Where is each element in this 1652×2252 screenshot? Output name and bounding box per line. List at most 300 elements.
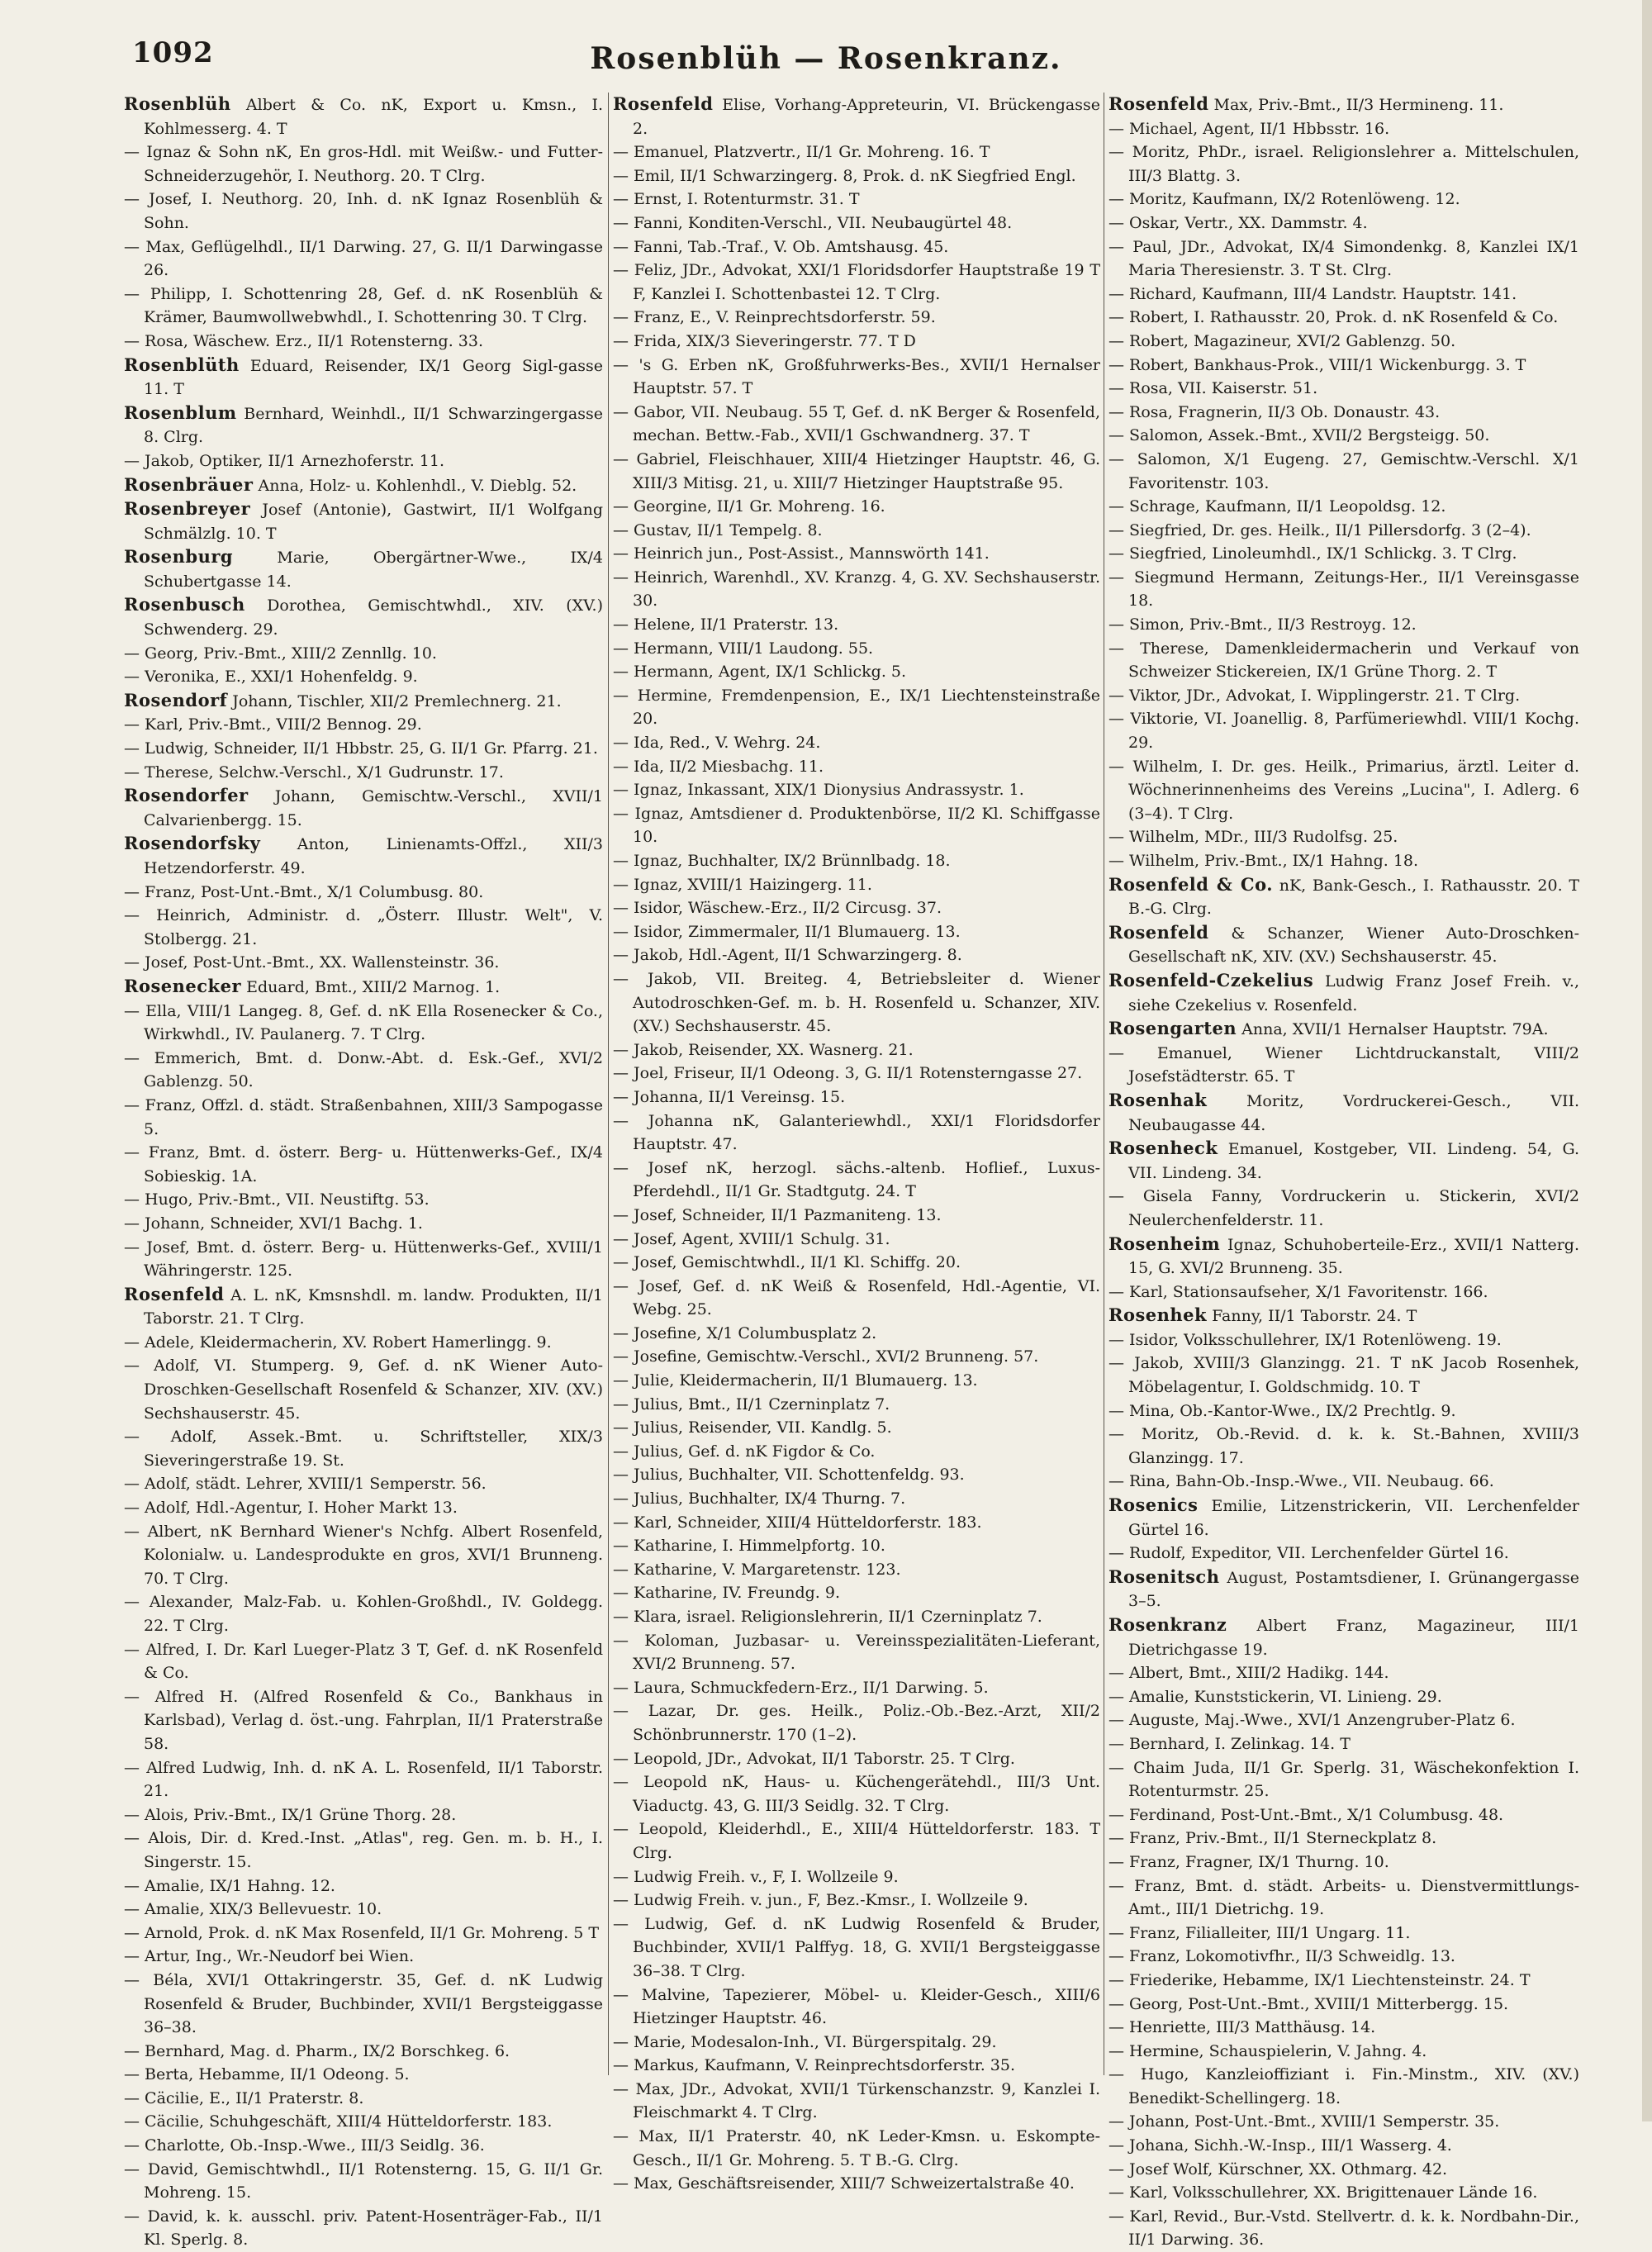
entry-text: — Viktor, JDr., Advokat, I. Wipplingerstr. 21. T Clrg.: [1108, 686, 1521, 705]
directory-entry: [124, 1283, 603, 1331]
directory-entry: [124, 713, 603, 737]
directory-entry: [1108, 1089, 1579, 1137]
surname-heading: Rosenheck: [1108, 1138, 1218, 1159]
entry-text: — Fanni, Konditen-Verschl., VII. Neubaugürtel 48.: [613, 213, 1013, 232]
directory-entry: [1108, 921, 1579, 969]
entry-text: Eduard, Reisender, IX/1 Georg Sigl-gasse 11. T: [144, 356, 603, 399]
directory-entry: [613, 1393, 1100, 1417]
surname-heading: Rosenfeld: [1108, 921, 1209, 943]
directory-entry: [1108, 2063, 1579, 2110]
directory-entry: [124, 1685, 603, 1756]
entry-text: Albert & Co. nK, Export u. Kmsn., I. Kohlmesserg. 4. T: [144, 96, 603, 138]
entry-text: — Johana, Sichh.-W.-Insp., III/1 Wasserg. 4.: [1108, 2136, 1452, 2155]
directory-entry: [613, 330, 1100, 354]
entry-text: — Rina, Bahn-Ob.-Insp.-Wwe., VII. Neubaug. 66.: [1108, 1472, 1494, 1491]
directory-entry: [613, 1038, 1100, 1062]
directory-entry: [124, 1945, 603, 1969]
directory-entry: [613, 1463, 1100, 1487]
directory-entry: [613, 448, 1100, 495]
entry-text: — Karl, Volksschullehrer, XX. Brigittenauer Lände 16.: [1108, 2183, 1538, 2202]
directory-entry: [613, 1770, 1100, 1817]
directory-entry: [1108, 283, 1579, 306]
directory-entry: [1108, 707, 1579, 754]
directory-entry: [613, 1912, 1100, 1984]
entry-text: — Josef nK, herzogl. sächs.-altenb. Hoflief., Luxus-Pferdehdl., II/1 Gr. Stadtgutg. 24. T: [613, 1158, 1100, 1201]
entry-text: — Jakob, Reisender, XX. Wasnerg. 21.: [613, 1040, 914, 1059]
entry-text: — Ella, VIII/1 Langeg. 8, Gef. d. nK Ella Rosenecker & Co., Wirkwhdl., IV. Paulanerg. 7. T Clrg.: [124, 1001, 603, 1044]
entry-text: — Philipp, I. Schottenring 28, Gef. d. nK Rosenblüh & Krämer, Baumwollwebwhdl., I. Schottenring 30. T Clrg.: [124, 284, 603, 327]
entry-text: — Markus, Kaufmann, V. Reinprechtsdorferstr. 35.: [613, 2056, 1015, 2075]
surname-heading: Rosenbusch: [124, 594, 245, 615]
entry-text: — Robert, I. Rathausstr. 20, Prok. d. nK Rosenfeld & Co.: [1108, 308, 1559, 327]
entry-text: — Josef, Gemischtwhdl., II/1 Kl. Schiffg. 20.: [613, 1253, 961, 1272]
entry-text: — Josef, I. Neuthorg. 20, Inh. d. nK Ignaz Rosenblüh & Sohn.: [124, 190, 603, 232]
surname-heading: Rosenics: [1108, 1494, 1199, 1516]
directory-entry: [1108, 1233, 1579, 1280]
entry-text: — Georg, Post-Unt.-Bmt., XVIII/1 Mitterbergg. 15.: [1108, 1994, 1509, 2013]
directory-entry: [1108, 566, 1579, 613]
entry-text: — Bernhard, I. Zelinkag. 14. T: [1108, 1734, 1351, 1753]
entry-text: — Arnold, Prok. d. nK Max Rosenfeld, II/1 Gr. Mohreng. 5 T: [124, 1923, 600, 1942]
directory-entry: [613, 873, 1100, 897]
directory-entry: [1108, 1304, 1579, 1328]
directory-entry: [1108, 1328, 1579, 1352]
entry-text: — Max, II/1 Praterstr. 40, nK Leder-Kmsn. u. Eskompte-Gesch., II/1 Gr. Mohreng. 5. T B.-G. Clrg.: [613, 2127, 1100, 2169]
entry-text: Johann, Gemischtw.-Verschl., XVII/1 Calvarienbergg. 15.: [144, 787, 603, 829]
entry-text: — Julius, Gef. d. nK Figdor & Co.: [613, 1442, 876, 1461]
directory-entry: [124, 1874, 603, 1898]
entry-text: August, Postamtsdiener, I. Grünangergasse 3–5.: [1128, 1568, 1579, 1611]
directory-entry: [1108, 2110, 1579, 2134]
directory-entry: [613, 1629, 1100, 1676]
directory-entry: [124, 2205, 603, 2252]
directory-entry: [1108, 188, 1579, 211]
entry-text: — Therese, Damenkleidermacherin und Verkauf von Schweizer Stickereien, IX/1 Grüne Thorg. 2. T: [1108, 639, 1579, 682]
directory-entry: [613, 1747, 1100, 1771]
surname-heading: Rosendorf: [124, 689, 228, 710]
directory-entry: [1108, 637, 1579, 684]
entry-text: — Berta, Hebamme, II/1 Odeong. 5.: [124, 2065, 410, 2084]
entry-text: — Joel, Friseur, II/1 Odeong. 3, G. II/1 Rotensterngasse 27.: [613, 1064, 1083, 1083]
entry-text: — Karl, Priv.-Bmt., VIII/2 Bennog. 29.: [124, 715, 422, 734]
directory-entry: [1108, 519, 1579, 543]
directory-entry: [1108, 2205, 1579, 2252]
entry-text: — Salomon, X/1 Eugeng. 27, Gemischtw.-Verschl. X/1 Favoritenstr. 103.: [1108, 449, 1579, 492]
entry-text: — Josef Wolf, Kürschner, XX. Othmarg. 42.: [1108, 2159, 1448, 2178]
surname-heading: Rosendorfsky: [124, 833, 261, 854]
directory-entry: [124, 1922, 603, 1946]
entry-text: — Gustav, II/1 Tempelg. 8.: [613, 520, 823, 539]
directory-entry: [1108, 1399, 1579, 1423]
entry-text: — Julie, Kleidermacherin, II/1 Blumauerg. 13.: [613, 1371, 978, 1390]
entry-text: — Hermine, Fremdenpension, E., IX/1 Liechtensteinstraße 20.: [613, 686, 1100, 729]
entry-text: Fanny, II/1 Taborstr. 24. T: [1207, 1307, 1417, 1326]
directory-entry: [1108, 1708, 1579, 1732]
directory-entry: [1108, 1969, 1579, 1993]
entry-text: — Artur, Ing., Wr.-Neudorf bei Wien.: [124, 1947, 415, 1966]
directory-entry: [613, 802, 1100, 849]
directory-entry: [1108, 2134, 1579, 2158]
directory-entry: [613, 1440, 1100, 1464]
directory-entry: [124, 235, 603, 283]
directory-entry: [1108, 117, 1579, 141]
directory-entry: [1108, 2181, 1579, 2205]
entry-text: — Alfred H. (Alfred Rosenfeld & Co., Bankhaus in Karlsbad), Verlag d. öst.-ung. Fahrplan, II/1 Praterstraße 58.: [124, 1687, 603, 1753]
directory-entry: [1108, 1494, 1579, 1542]
entry-text: — Ignaz, Amtsdiener d. Produktenbörse, II/2 Kl. Schiffgasse 10.: [613, 804, 1100, 847]
entry-text: — Amalie, IX/1 Hahng. 12.: [124, 1876, 335, 1895]
entry-text: — Jakob, XVIII/3 Glanzingg. 21. T nK Jacob Rosenhek, Möbelagentur, I. Goldschmidg. 10. T: [1108, 1354, 1579, 1397]
entry-text: — Malvine, Tapezierer, Möbel- u. Kleider-Gesch., XIII/6 Hietzinger Hauptstr. 46.: [613, 1985, 1100, 2028]
entry-text: — Franz, Fragner, IX/1 Thurng. 10.: [1108, 1852, 1389, 1871]
entry-text: — Emanuel, Platzvertr., II/1 Gr. Mohreng. 16. T: [613, 143, 990, 162]
entry-text: — Rudolf, Expeditor, VII. Lerchenfelder Gürtel 16.: [1108, 1544, 1509, 1563]
entry-text: — Oskar, Vertr., XX. Dammstr. 4.: [1108, 213, 1368, 232]
entry-text: — Wilhelm, Priv.-Bmt., IX/1 Hahng. 18.: [1108, 852, 1419, 870]
directory-entry: [1108, 235, 1579, 283]
surname-heading: Rosenbreyer: [124, 498, 251, 520]
directory-entry: [613, 755, 1100, 779]
entry-text: — Johann, Schneider, XVI/1 Bachg. 1.: [124, 1214, 423, 1233]
directory-entry: [1108, 2158, 1579, 2182]
directory-entry: [613, 235, 1100, 259]
directory-entry: [613, 1062, 1100, 1086]
directory-entry: [613, 1416, 1100, 1440]
directory-entry: [613, 188, 1100, 211]
entry-text: — Franz, Offzl. d. städt. Straßenbahnen, XIII/3 Sampogasse 5.: [124, 1095, 603, 1138]
entry-text: — Emmerich, Bmt. d. Donw.-Abt. d. Esk.-Gef., XVI/2 Gablenzg. 50.: [124, 1048, 603, 1091]
entry-text: Anna, XVII/1 Hernalser Hauptstr. 79A.: [1237, 1020, 1549, 1039]
entry-text: — Gabor, VII. Neubaug. 55 T, Gef. d. nK Berger & Rosenfeld, mechan. Bettw.-Fab., XVII/1 Gschwandnerg. 37. T: [613, 402, 1100, 445]
directory-entry: [124, 283, 603, 330]
directory-entry: [124, 497, 603, 545]
entry-text: — Robert, Bankhaus-Prok., VIII/1 Wickenburgg. 3. T: [1108, 355, 1526, 374]
directory-entry: [1108, 1851, 1579, 1874]
directory-entry: [124, 1969, 603, 2040]
entry-text: — David, Gemischtwhdl., II/1 Rotensterng. 15, G. II/1 Gr. Mohreng. 15.: [124, 2159, 603, 2202]
entry-text: — Emanuel, Wiener Lichtdruckanstalt, VIII/2 Josefstädterstr. 65. T: [1108, 1043, 1579, 1086]
entry-text: Johann, Tischler, XII/2 Premlechnerg. 21.: [227, 691, 562, 710]
entry-text: Max, Priv.-Bmt., II/3 Hermineng. 11.: [1208, 96, 1504, 114]
entry-text: — Klara, israel. Religionslehrerin, II/1 Czerninplatz 7.: [613, 1608, 1042, 1626]
entry-text: — Max, Geflügelhdl., II/1 Darwing. 27, G. II/1 Darwingasse 26.: [124, 237, 603, 280]
directory-entry: [613, 1581, 1100, 1605]
directory-entry: [613, 1699, 1100, 1746]
entry-text: — Max, Geschäftsreisender, XIII/7 Schweizertalstraße 40.: [613, 2174, 1075, 2193]
entry-text: — Rosa, VII. Kaiserstr. 51.: [1108, 379, 1318, 398]
directory-entry: [124, 1638, 603, 1685]
entry-text: — Frida, XIX/3 Sieveringerstr. 77. T D: [613, 331, 916, 350]
entry-text: — Ludwig, Schneider, II/1 Hbbstr. 25, G. II/1 Gr. Pfarrg. 21.: [124, 739, 598, 758]
entry-text: — Katharine, IV. Freundg. 9.: [613, 1584, 840, 1603]
entry-text: — Moritz, Ob.-Revid. d. k. k. St.-Bahnen, XVIII/3 Glanzingg. 17.: [1108, 1425, 1579, 1467]
directory-entry: [1108, 1185, 1579, 1232]
directory-entry: [1108, 1017, 1579, 1042]
directory-entry: [1108, 140, 1579, 188]
entry-text: — Charlotte, Ob.-Insp.-Wwe., III/3 Seidlg. 36.: [124, 2136, 485, 2155]
entry-text: — Therese, Selchw.-Verschl., X/1 Gudrunstr. 17.: [124, 763, 504, 782]
directory-entry: [613, 211, 1100, 235]
directory-entry: [1108, 1613, 1579, 1661]
entry-text: — Cäcilie, E., II/1 Praterstr. 8.: [124, 2088, 364, 2107]
directory-entry: [613, 2031, 1100, 2055]
entry-text: — Ferdinand, Post-Unt.-Bmt., X/1 Columbusg. 48.: [1108, 1805, 1504, 1824]
directory-entry: [613, 778, 1100, 802]
entry-text: — Alfred, I. Dr. Karl Lueger-Platz 3 T, Gef. d. nK Rosenfeld & Co.: [124, 1640, 603, 1683]
directory-entry: [124, 2087, 603, 2111]
directory-entry: [124, 2158, 603, 2205]
entry-text: — Ludwig Freih. v., F, I. Wollzeile 9.: [613, 1867, 899, 1886]
entry-text: — Max, JDr., Advokat, XVII/1 Türkenschanzstr. 9, Kanzlei I. Fleischmarkt 4. T Clrg.: [613, 2079, 1100, 2122]
directory-entry: [124, 593, 603, 641]
entry-text: — Josef, Agent, XVIII/1 Schulg. 31.: [613, 1229, 890, 1248]
directory-entry: [124, 881, 603, 905]
entry-text: — Heinrich jun., Post-Assist., Mannswörth 141.: [613, 544, 990, 563]
entry-text: — Albert, Bmt., XIII/2 Hadikg. 144.: [1108, 1664, 1389, 1683]
directory-entry: [1108, 1732, 1579, 1756]
entry-text: — Jakob, VII. Breiteg. 4, Betriebsleiter d. Wiener Autodroschken-Gef. m. b. H. Rosenfeld u. Schanzer, XIV. (XV.) Sechshauserstr. 45.: [613, 969, 1100, 1036]
entry-text: — Ignaz, XVIII/1 Haizingerg. 11.: [613, 875, 872, 894]
column-3: [1108, 93, 1579, 2250]
running-head: Rosenblüh — Rosenkranz.: [590, 41, 1062, 76]
entry-text: — Schrage, Kaufmann, II/1 Leopoldsg. 12.: [1108, 497, 1446, 516]
entry-text: — Heinrich, Administr. d. „Österr. Illustr. Welt", V. Stolbergg. 21.: [124, 906, 603, 948]
directory-entry: [124, 1496, 603, 1520]
directory-entry: [124, 93, 603, 140]
directory-entry: [124, 1212, 603, 1236]
entry-text: Eduard, Bmt., XIII/2 Marnog. 1.: [241, 977, 501, 996]
directory-entry: [613, 306, 1100, 330]
directory-entry: [1108, 1803, 1579, 1827]
entry-text: — Katharine, I. Himmelpfortg. 10.: [613, 1537, 885, 1556]
directory-entry: [1108, 1661, 1579, 1685]
surname-heading: Rosenecker: [124, 975, 242, 996]
entry-text: — Leopold, Kleiderhdl., E., XIII/4 Hütteldorferstr. 183. T Clrg.: [613, 1820, 1100, 1862]
entry-text: — 's G. Erben nK, Großfuhrwerks-Bes., XVII/1 Hernalser Hauptstr. 57. T: [613, 355, 1100, 398]
directory-entry: [1108, 1945, 1579, 1969]
entry-text: — Wilhelm, MDr., III/3 Rudolfsg. 25.: [1108, 828, 1398, 847]
directory-entry: [613, 1275, 1100, 1322]
directory-entry: [613, 967, 1100, 1038]
entry-text: — Adolf, städt. Lehrer, XVIII/1 Semperstr. 56.: [124, 1475, 487, 1494]
entry-text: — Chaim Juda, II/1 Gr. Sperlg. 31, Wäschekonfektion I. Rotenturmstr. 25.: [1108, 1758, 1579, 1801]
entry-text: Ludwig Franz Josef Freih. v., siehe Czekelius v. Rosenfeld.: [1128, 972, 1579, 1014]
entry-text: Josef (Antonie), Gastwirt, II/1 Wolfgang Schmälzlg. 10. T: [144, 501, 603, 543]
entry-text: — Franz, Post-Unt.-Bmt., X/1 Columbusg. 80.: [124, 882, 484, 901]
directory-entry: [613, 920, 1100, 944]
directory-entry: [124, 330, 603, 354]
directory-entry: [613, 1865, 1100, 1889]
directory-entry: [1108, 825, 1579, 849]
directory-entry: [124, 188, 603, 235]
page-edge: [1642, 0, 1652, 2121]
directory-entry: [124, 449, 603, 473]
entry-text: — Isidor, Wäschew.-Erz., II/2 Circusg. 37.: [613, 899, 942, 918]
directory-entry: [613, 1369, 1100, 1393]
directory-entry: [613, 637, 1100, 661]
directory-entry: [613, 495, 1100, 519]
entry-text: — Mina, Ob.-Kantor-Wwe., IX/2 Prechtlg. 9.: [1108, 1401, 1456, 1420]
entry-text: — Emil, II/1 Schwarzingerg. 8, Prok. d. nK Siegfried Engl.: [613, 166, 1076, 185]
entry-text: — Julius, Reisender, VII. Kandlg. 5.: [613, 1418, 892, 1437]
directory-entry: [124, 1590, 603, 1637]
surname-heading: Rosenheim: [1108, 1233, 1221, 1254]
directory-entry: [124, 665, 603, 689]
entry-text: — Hermann, Agent, IX/1 Schlickg. 5.: [613, 663, 907, 682]
directory-entry: [1108, 1827, 1579, 1851]
entry-text: — Adolf, VI. Stumperg. 9, Gef. d. nK Wiener Auto-Droschken-Gesellschaft Rosenfeld & Schanzer, XIV. (XV.) Sechshauserstr. 45.: [124, 1356, 603, 1423]
directory-entry: [124, 2134, 603, 2158]
directory-entry: [1108, 354, 1579, 378]
entry-text: — Richard, Kaufmann, III/4 Landstr. Hauptstr. 141.: [1108, 284, 1517, 303]
directory-entry: [124, 2110, 603, 2134]
directory-entry: [1108, 1352, 1579, 1399]
directory-entry: [1108, 1756, 1579, 1803]
directory-entry: [613, 140, 1100, 164]
entry-text: — Henriette, III/3 Matthäusg. 14.: [1108, 2018, 1376, 2037]
directory-entry: [613, 613, 1100, 637]
entry-text: — Josefine, Gemischtw.-Verschl., XVI/2 Brunneng. 57.: [613, 1347, 1039, 1366]
entry-text: — Adolf, Hdl.-Agentur, I. Hoher Markt 13.: [124, 1499, 458, 1518]
directory-entry: [613, 2172, 1100, 2196]
entry-text: — Auguste, Maj.-Wwe., XVI/1 Anzengruber-Platz 6.: [1108, 1711, 1516, 1730]
directory-entry: [613, 401, 1100, 448]
entry-text: — Ignaz, Inkassant, XIX/1 Dionysius Andrassystr. 1.: [613, 781, 1024, 800]
directory-entry: [1108, 849, 1579, 873]
entry-text: — Ludwig Freih. v. jun., F, Bez.-Kmsr., I. Wollzeile 9.: [613, 1891, 1028, 1910]
entry-text: — Ida, Red., V. Wehrg. 24.: [613, 734, 821, 753]
directory-entry: [1108, 1042, 1579, 1089]
entry-text: Moritz, Vordruckerei-Gesch., VII. Neubaugasse 44.: [1128, 1091, 1579, 1134]
entry-text: Dorothea, Gemischtwhdl., XIV. (XV.) Schwenderg. 29.: [144, 596, 603, 639]
entry-text: Elise, Vorhang-Appreteurin, VI. Brückengasse 2.: [633, 96, 1100, 138]
entry-text: — Ludwig, Gef. d. nK Ludwig Rosenfeld & Bruder, Buchbinder, XVII/1 Palffyg. 18, G. XVII/1 Bergsteiggasse 36–38. T Clrg.: [613, 1914, 1100, 1980]
directory-entry: [613, 1984, 1100, 2031]
surname-heading: Rosenhak: [1108, 1089, 1208, 1110]
entry-text: — Koloman, Juzbasar- u. Vereinsspezialitäten-Lieferant, XVI/2 Brunneng. 57.: [613, 1631, 1100, 1674]
entry-text: — Josef, Post-Unt.-Bmt., XX. Wallensteinstr. 36.: [124, 953, 500, 972]
directory-entry: [1108, 684, 1579, 708]
directory-entry: [1108, 542, 1579, 566]
directory-entry: [124, 689, 603, 714]
directory-entry: [613, 259, 1100, 306]
directory-entry: [124, 1803, 603, 1827]
entry-text: — Moritz, PhDr., israel. Religionslehrer a. Mittelschulen, III/3 Blattg. 3.: [1108, 143, 1579, 185]
entry-text: — Alexander, Malz-Fab. u. Kohlen-Großhdl., IV. Goldegg. 22. T Clrg.: [124, 1593, 603, 1635]
entry-text: — Hugo, Priv.-Bmt., VII. Neustiftg. 53.: [124, 1190, 430, 1209]
directory-entry: [124, 904, 603, 951]
entry-text: — Paul, JDr., Advokat, IX/4 Simondenkg. 8, Kanzlei IX/1 Maria Theresienstr. 3. T St. Clrg.: [1108, 237, 1579, 280]
directory-entry: [124, 1236, 603, 1283]
entry-text: — Helene, II/1 Praterstr. 13.: [613, 615, 839, 634]
entry-text: — Alois, Priv.-Bmt., IX/1 Grüne Thorg. 28.: [124, 1805, 457, 1824]
entry-text: — Karl, Schneider, XIII/4 Hütteldorferstr. 183.: [613, 1513, 982, 1532]
entry-text: Emilie, Litzenstrickerin, VII. Lerchenfelder Gürtel 16.: [1128, 1497, 1579, 1539]
entry-text: — Ignaz & Sohn nK, En gros-Hdl. mit Weißw.- und Futter-Schneiderzugehör, I. Neuthorg. 20. T Clrg.: [124, 143, 603, 185]
directory-entry: [1108, 1470, 1579, 1494]
entry-text: — Johann, Post-Unt.-Bmt., XVIII/1 Semperstr. 35.: [1108, 2112, 1500, 2131]
entry-text: — Gabriel, Fleischhauer, XIII/4 Hietzinger Hauptstr. 46, G. XIII/3 Mitisg. 21, u. XIII/7 Hietzinger Hauptstraße 95.: [613, 449, 1100, 492]
column-1: [124, 93, 603, 2250]
entry-text: — Heinrich, Warenhdl., XV. Kranzg. 4, G. XV. Sechshauserstr. 30.: [613, 568, 1100, 611]
entry-text: — Josefine, X/1 Columbusplatz 2.: [613, 1323, 877, 1342]
directory-entry: [613, 354, 1100, 401]
directory-entry: [613, 1817, 1100, 1865]
directory-entry: [124, 1094, 603, 1141]
directory-entry: [124, 473, 603, 498]
directory-entry: [124, 1047, 603, 1094]
directory-entry: [613, 1157, 1100, 1204]
entry-text: — Leopold, JDr., Advokat, II/1 Taborstr. 25. T Clrg.: [613, 1749, 1015, 1768]
entry-text: — Rosa, Wäschew. Erz., II/1 Rotensterng. 33.: [124, 331, 483, 350]
entry-text: Anna, Holz- u. Kohlenhdl., V. Dieblg. 52.: [253, 476, 577, 495]
directory-entry: [124, 545, 603, 593]
entry-text: — Hermann, VIII/1 Laudong. 55.: [613, 639, 874, 658]
directory-entry: [613, 660, 1100, 684]
entry-text: — Georgine, II/1 Gr. Mohreng. 16.: [613, 497, 885, 516]
directory-entry: [613, 1487, 1100, 1511]
surname-heading: Rosenburg: [124, 546, 234, 568]
directory-entry: [613, 731, 1100, 755]
entry-text: — Marie, Modesalon-Inh., VI. Bürgerspitalg. 29.: [613, 2032, 997, 2051]
directory-entry: [613, 1086, 1100, 1109]
entry-text: — Fanni, Tab.-Traf., V. Ob. Amtshausg. 45.: [613, 237, 949, 256]
entry-text: — Béla, XVI/1 Ottakringerstr. 35, Gef. d. nK Ludwig Rosenfeld & Bruder, Buchbinder, XVII/1 Bergsteiggasse 36–38.: [124, 1970, 603, 2037]
directory-entry: [1108, 1565, 1579, 1613]
surname-heading: Rosenfeld: [613, 93, 714, 114]
entry-text: Ignaz, Schuhoberteile-Erz., XVII/1 Natterg. 15, G. XVI/2 Brunneng. 35.: [1128, 1235, 1579, 1278]
entry-text: & Schanzer, Wiener Auto-Droschken-Gesellschaft nK, XIV. (XV.) Sechshauserstr. 45.: [1128, 924, 1579, 967]
entry-text: — Hugo, Kanzleioffiziant i. Fin.-Minstm., XIV. (XV.) Benedikt-Schellingerg. 18.: [1108, 2065, 1579, 2107]
directory-entry: [124, 832, 603, 880]
directory-entry: [1108, 330, 1579, 354]
directory-entry: [124, 1354, 603, 1425]
directory-entry: [1108, 1993, 1579, 2017]
entry-text: — Julius, Bmt., II/1 Czerninplatz 7.: [613, 1394, 890, 1413]
directory-entry: [613, 164, 1100, 188]
entry-text: — Karl, Revid., Bur.-Vstd. Stellvertr. d. k. k. Nordbahn-Dir., II/1 Darwing. 36.: [1108, 2207, 1579, 2250]
entry-text: — Viktorie, VI. Joanellig. 8, Parfümeriewhdl. VIII/1 Kochg. 29.: [1108, 710, 1579, 753]
entry-text: — Hermine, Schauspielerin, V. Jahng. 4.: [1108, 2041, 1427, 2060]
entry-text: — Adolf, Assek.-Bmt. u. Schriftsteller, XIX/3 Sieveringerstraße 19. St.: [124, 1428, 603, 1470]
entry-text: A. L. nK, Kmsnshdl. m. landw. Produkten, II/1 Taborstr. 21. T Clrg.: [144, 1285, 603, 1328]
entry-text: — Franz, Filialleiter, III/1 Ungarg. 11.: [1108, 1923, 1411, 1942]
entry-text: — Siegfried, Dr. ges. Heilk., II/1 Pillersdorfg. 3 (2–4).: [1108, 520, 1531, 539]
directory-entry: [613, 684, 1100, 731]
directory-entry: [124, 2063, 603, 2087]
directory-entry: [613, 1558, 1100, 1582]
entry-text: — Siegmund Hermann, Zeitungs-Her., II/1 Vereinsgasse 18.: [1108, 568, 1579, 611]
directory-entry: [124, 761, 603, 785]
entry-text: — Salomon, Assek.-Bmt., XVII/2 Bergsteigg. 50.: [1108, 426, 1490, 445]
entry-text: — Karl, Stationsaufseher, X/1 Favoritenstr. 166.: [1108, 1282, 1488, 1301]
directory-entry: [1108, 306, 1579, 330]
directory-entry: [1108, 2040, 1579, 2064]
directory-entry: [613, 2054, 1100, 2078]
directory-entry: [1108, 1874, 1579, 1922]
entry-text: — Albert, nK Bernhard Wiener's Nchfg. Albert Rosenfeld, Kolonialw. u. Landesprodukte en gros, XVI/1 Brunneng. 70. T Clrg.: [124, 1522, 603, 1588]
directory-entry: [124, 354, 603, 401]
directory-entry: [1108, 424, 1579, 448]
directory-entry: [124, 1425, 603, 1472]
directory-entry: [1108, 211, 1579, 235]
directory-entry: [1108, 2016, 1579, 2040]
surname-heading: Rosenfeld & Co.: [1108, 873, 1274, 895]
directory-entry: [124, 140, 603, 188]
directory-entry: [1108, 1280, 1579, 1304]
entry-text: — Josef, Bmt. d. österr. Berg- u. Hüttenwerks-Gef., XVIII/1 Währingerstr. 125.: [124, 1238, 603, 1280]
directory-entry: [1108, 401, 1579, 425]
